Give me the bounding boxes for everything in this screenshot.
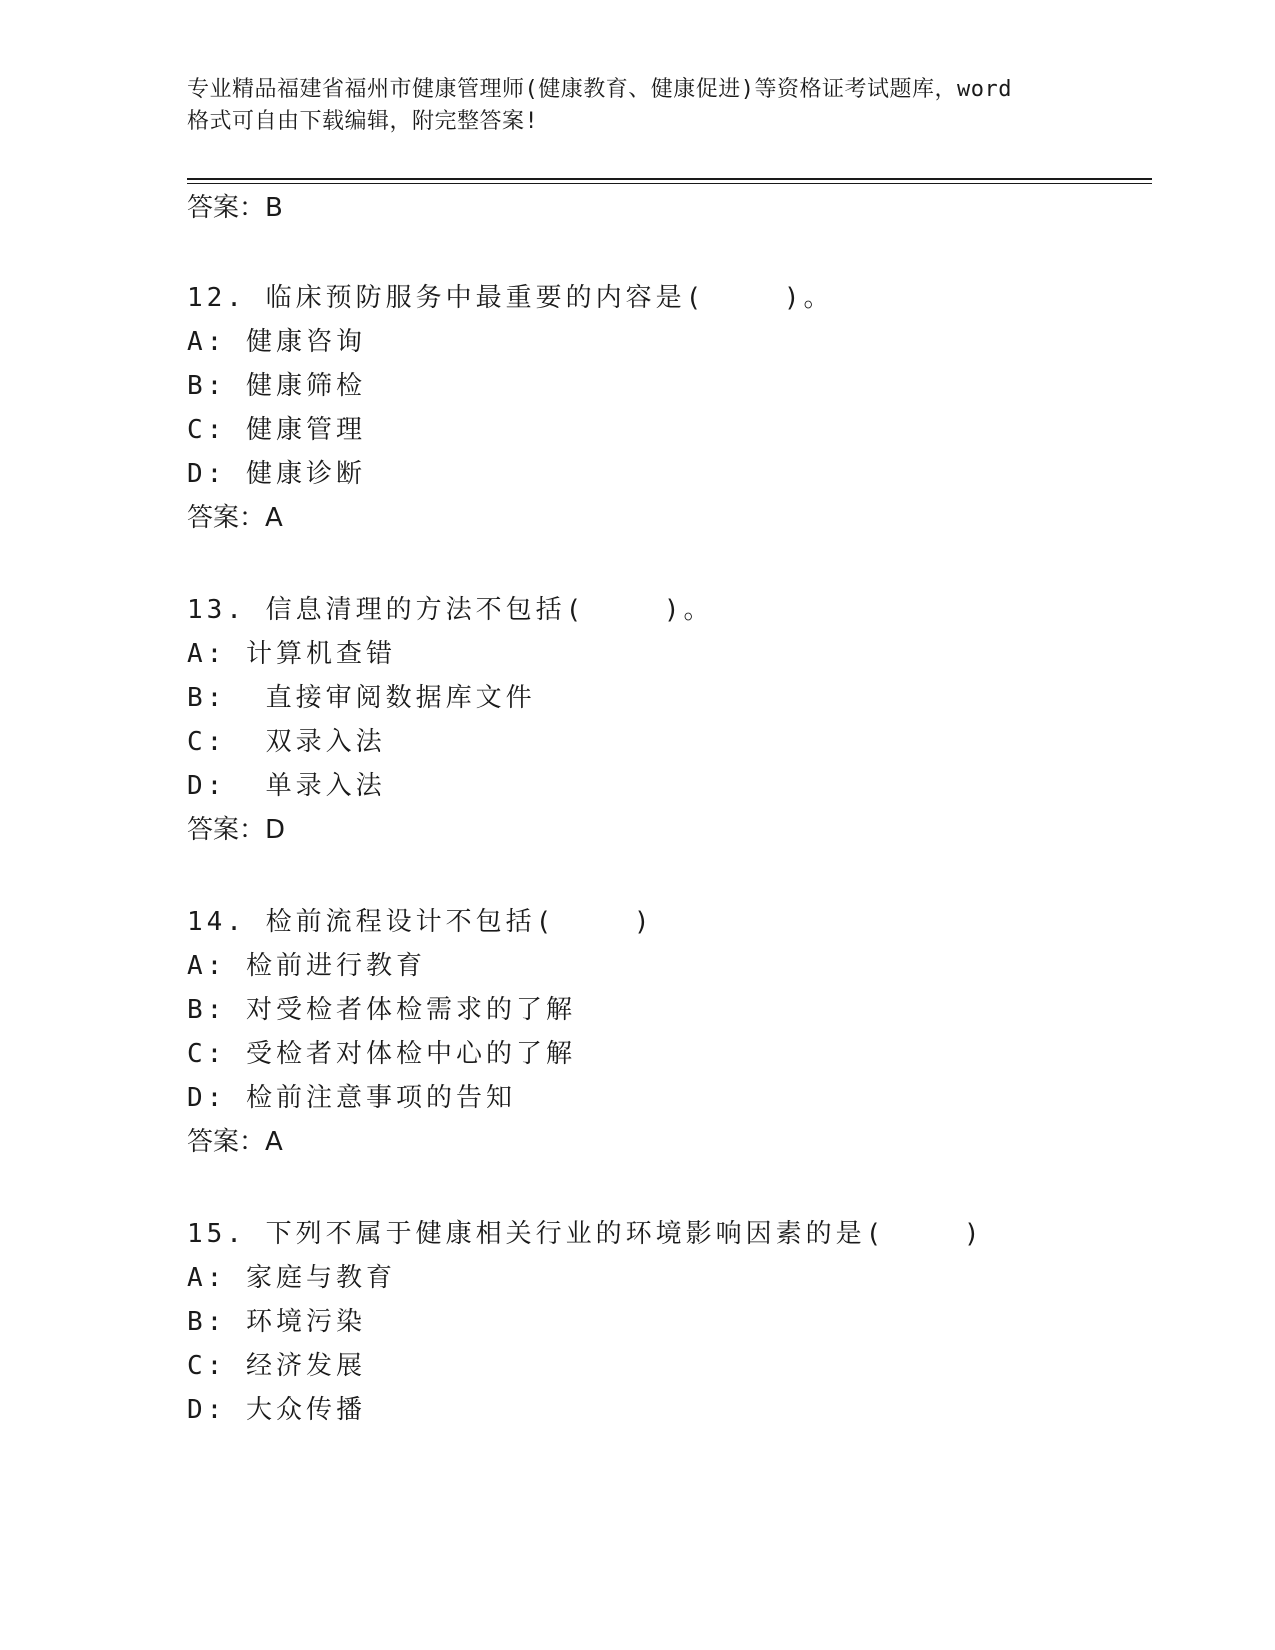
question-13-option-c: C: 双录入法: [187, 727, 386, 757]
question-13-option-b: B: 直接审阅数据库文件: [187, 683, 536, 713]
question-15-option-c: C: 经济发展: [187, 1351, 366, 1381]
document-header: [187, 74, 1087, 138]
question-13-option-d: D: 单录入法: [187, 771, 386, 801]
question-12-option-c: C: 健康管理: [187, 415, 366, 445]
question-14-option-d: D: 检前注意事项的告知: [187, 1083, 516, 1113]
question-12-stem: 12. 临床预防服务中最重要的内容是( )。: [187, 283, 834, 313]
question-14-stem: 14. 检前流程设计不包括( ): [187, 907, 654, 937]
question-12-option-d: D: 健康诊断: [187, 459, 366, 489]
answer-11: 答案：B: [187, 193, 283, 223]
header-line-2: 格式可自由下载编辑，附完整答案!: [187, 109, 539, 134]
header-divider: [187, 178, 1152, 184]
question-13-answer: 答案：D: [187, 815, 286, 845]
question-15-option-d: D: 大众传播: [187, 1395, 366, 1425]
question-15-option-b: B: 环境污染: [187, 1307, 366, 1337]
question-14-answer: 答案：A: [187, 1127, 283, 1157]
question-14-option-b: B: 对受检者体检需求的了解: [187, 995, 576, 1025]
question-12-option-b: B: 健康筛检: [187, 371, 366, 401]
question-15-stem: 15. 下列不属于健康相关行业的环境影响因素的是( ): [187, 1219, 984, 1249]
question-13-option-a: A: 计算机查错: [187, 639, 396, 669]
question-15-option-a: A: 家庭与教育: [187, 1263, 396, 1293]
question-13-stem: 13. 信息清理的方法不包括( )。: [187, 595, 714, 625]
question-14-option-c: C: 受检者对体检中心的了解: [187, 1039, 576, 1069]
question-12-option-a: A: 健康咨询: [187, 327, 366, 357]
question-12-answer: 答案：A: [187, 503, 283, 533]
header-line-1: 专业精品福建省福州市健康管理师(健康教育、健康促进)等资格证考试题库，word: [187, 77, 1012, 102]
question-14-option-a: A: 检前进行教育: [187, 951, 426, 981]
